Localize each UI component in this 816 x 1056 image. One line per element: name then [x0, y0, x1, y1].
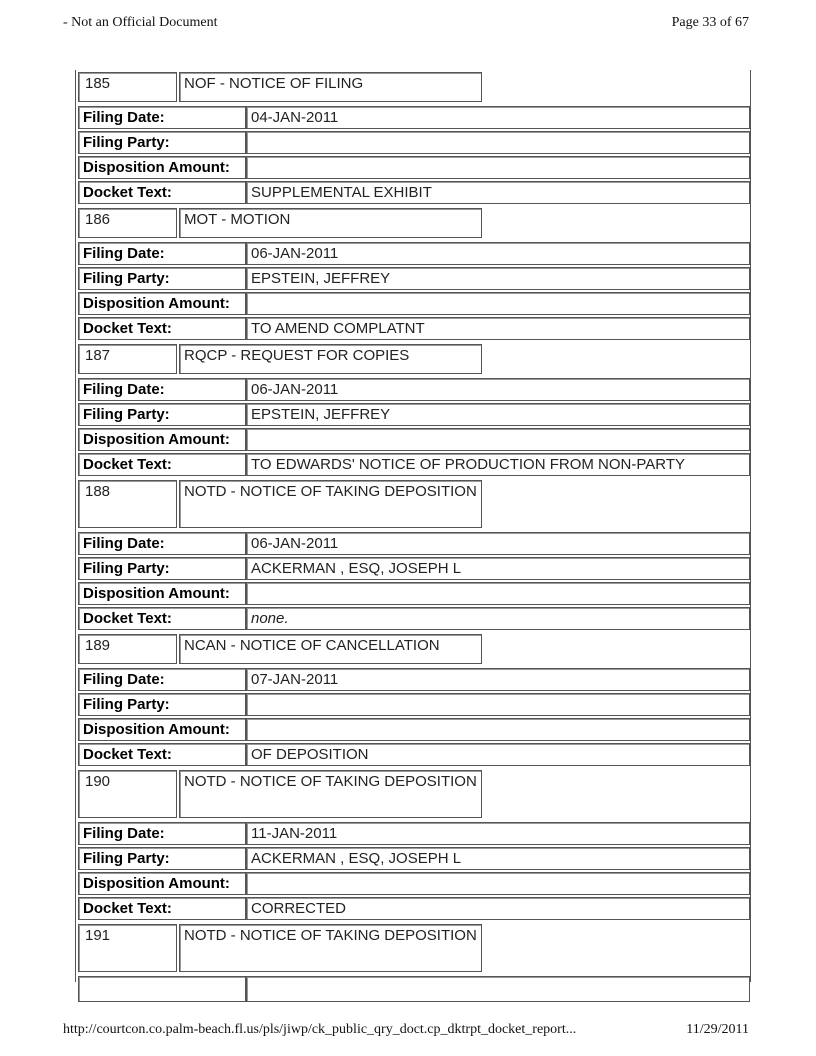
table-row-partial-right [246, 976, 750, 1002]
value-disposition-amount [246, 292, 750, 315]
label-filing-date: Filing Date: [78, 242, 246, 265]
label-disposition-amount: Disposition Amount: [78, 718, 246, 741]
entry-type: NCAN - NOTICE OF CANCELLATION [179, 634, 482, 664]
value-disposition-amount [246, 872, 750, 895]
label-docket-text: Docket Text: [78, 317, 246, 340]
label-filing-party: Filing Party: [78, 693, 246, 716]
label-filing-party: Filing Party: [78, 403, 246, 426]
value-filing-party: ACKERMAN , ESQ, JOSEPH L [246, 557, 750, 580]
value-filing-party: ACKERMAN , ESQ, JOSEPH L [246, 847, 750, 870]
value-filing-date: 07-JAN-2011 [246, 668, 750, 691]
value-filing-party [246, 131, 750, 154]
label-docket-text: Docket Text: [78, 743, 246, 766]
label-docket-text: Docket Text: [78, 607, 246, 630]
entry-type: NOTD - NOTICE OF TAKING DEPOSITION [179, 770, 482, 818]
value-disposition-amount [246, 428, 750, 451]
entry-number: 186 [78, 208, 177, 238]
value-filing-date: 04-JAN-2011 [246, 106, 750, 129]
value-docket-text: TO AMEND COMPLATNT [246, 317, 750, 340]
label-disposition-amount: Disposition Amount: [78, 872, 246, 895]
value-filing-party [246, 693, 750, 716]
label-filing-date: Filing Date: [78, 106, 246, 129]
entry-number: 187 [78, 344, 177, 374]
footer-url: http://courtcon.co.palm-beach.fl.us/pls/jiwp/ck_public_qry_doct.cp_dktrpt_docket_report... [63, 1022, 577, 1037]
label-filing-date: Filing Date: [78, 822, 246, 845]
entry-type: NOTD - NOTICE OF TAKING DEPOSITION [179, 924, 482, 972]
label-docket-text: Docket Text: [78, 181, 246, 204]
label-filing-party: Filing Party: [78, 267, 246, 290]
frame-left-border [75, 70, 76, 982]
label-docket-text: Docket Text: [78, 897, 246, 920]
header-disclaimer: - Not an Official Document [63, 15, 218, 30]
value-disposition-amount [246, 156, 750, 179]
value-docket-text: none. [246, 607, 750, 630]
value-docket-text: TO EDWARDS' NOTICE OF PRODUCTION FROM NON-PARTY [246, 453, 750, 476]
label-disposition-amount: Disposition Amount: [78, 428, 246, 451]
value-disposition-amount [246, 718, 750, 741]
page-number: Page 33 of 67 [671, 15, 749, 30]
entry-number: 191 [78, 924, 177, 972]
value-filing-date: 06-JAN-2011 [246, 378, 750, 401]
entry-type: NOTD - NOTICE OF TAKING DEPOSITION [179, 480, 482, 528]
entry-number: 189 [78, 634, 177, 664]
label-filing-date: Filing Date: [78, 668, 246, 691]
label-filing-party: Filing Party: [78, 131, 246, 154]
label-filing-party: Filing Party: [78, 847, 246, 870]
value-docket-text: CORRECTED [246, 897, 750, 920]
label-filing-date: Filing Date: [78, 532, 246, 555]
label-filing-date: Filing Date: [78, 378, 246, 401]
frame-right-border [750, 70, 751, 982]
value-filing-date: 06-JAN-2011 [246, 532, 750, 555]
value-disposition-amount [246, 582, 750, 605]
entry-number: 190 [78, 770, 177, 818]
entry-number: 188 [78, 480, 177, 528]
label-filing-party: Filing Party: [78, 557, 246, 580]
entry-type: MOT - MOTION [179, 208, 482, 238]
value-filing-party: EPSTEIN, JEFFREY [246, 403, 750, 426]
value-filing-party: EPSTEIN, JEFFREY [246, 267, 750, 290]
entry-type: RQCP - REQUEST FOR COPIES [179, 344, 482, 374]
label-docket-text: Docket Text: [78, 453, 246, 476]
label-disposition-amount: Disposition Amount: [78, 582, 246, 605]
entry-number: 185 [78, 72, 177, 102]
value-docket-text: SUPPLEMENTAL EXHIBIT [246, 181, 750, 204]
value-filing-date: 06-JAN-2011 [246, 242, 750, 265]
value-filing-date: 11-JAN-2011 [246, 822, 750, 845]
entry-type: NOF - NOTICE OF FILING [179, 72, 482, 102]
footer-date: 11/29/2011 [686, 1022, 749, 1037]
table-row-partial-left [78, 976, 246, 1002]
label-disposition-amount: Disposition Amount: [78, 292, 246, 315]
label-disposition-amount: Disposition Amount: [78, 156, 246, 179]
value-docket-text: OF DEPOSITION [246, 743, 750, 766]
